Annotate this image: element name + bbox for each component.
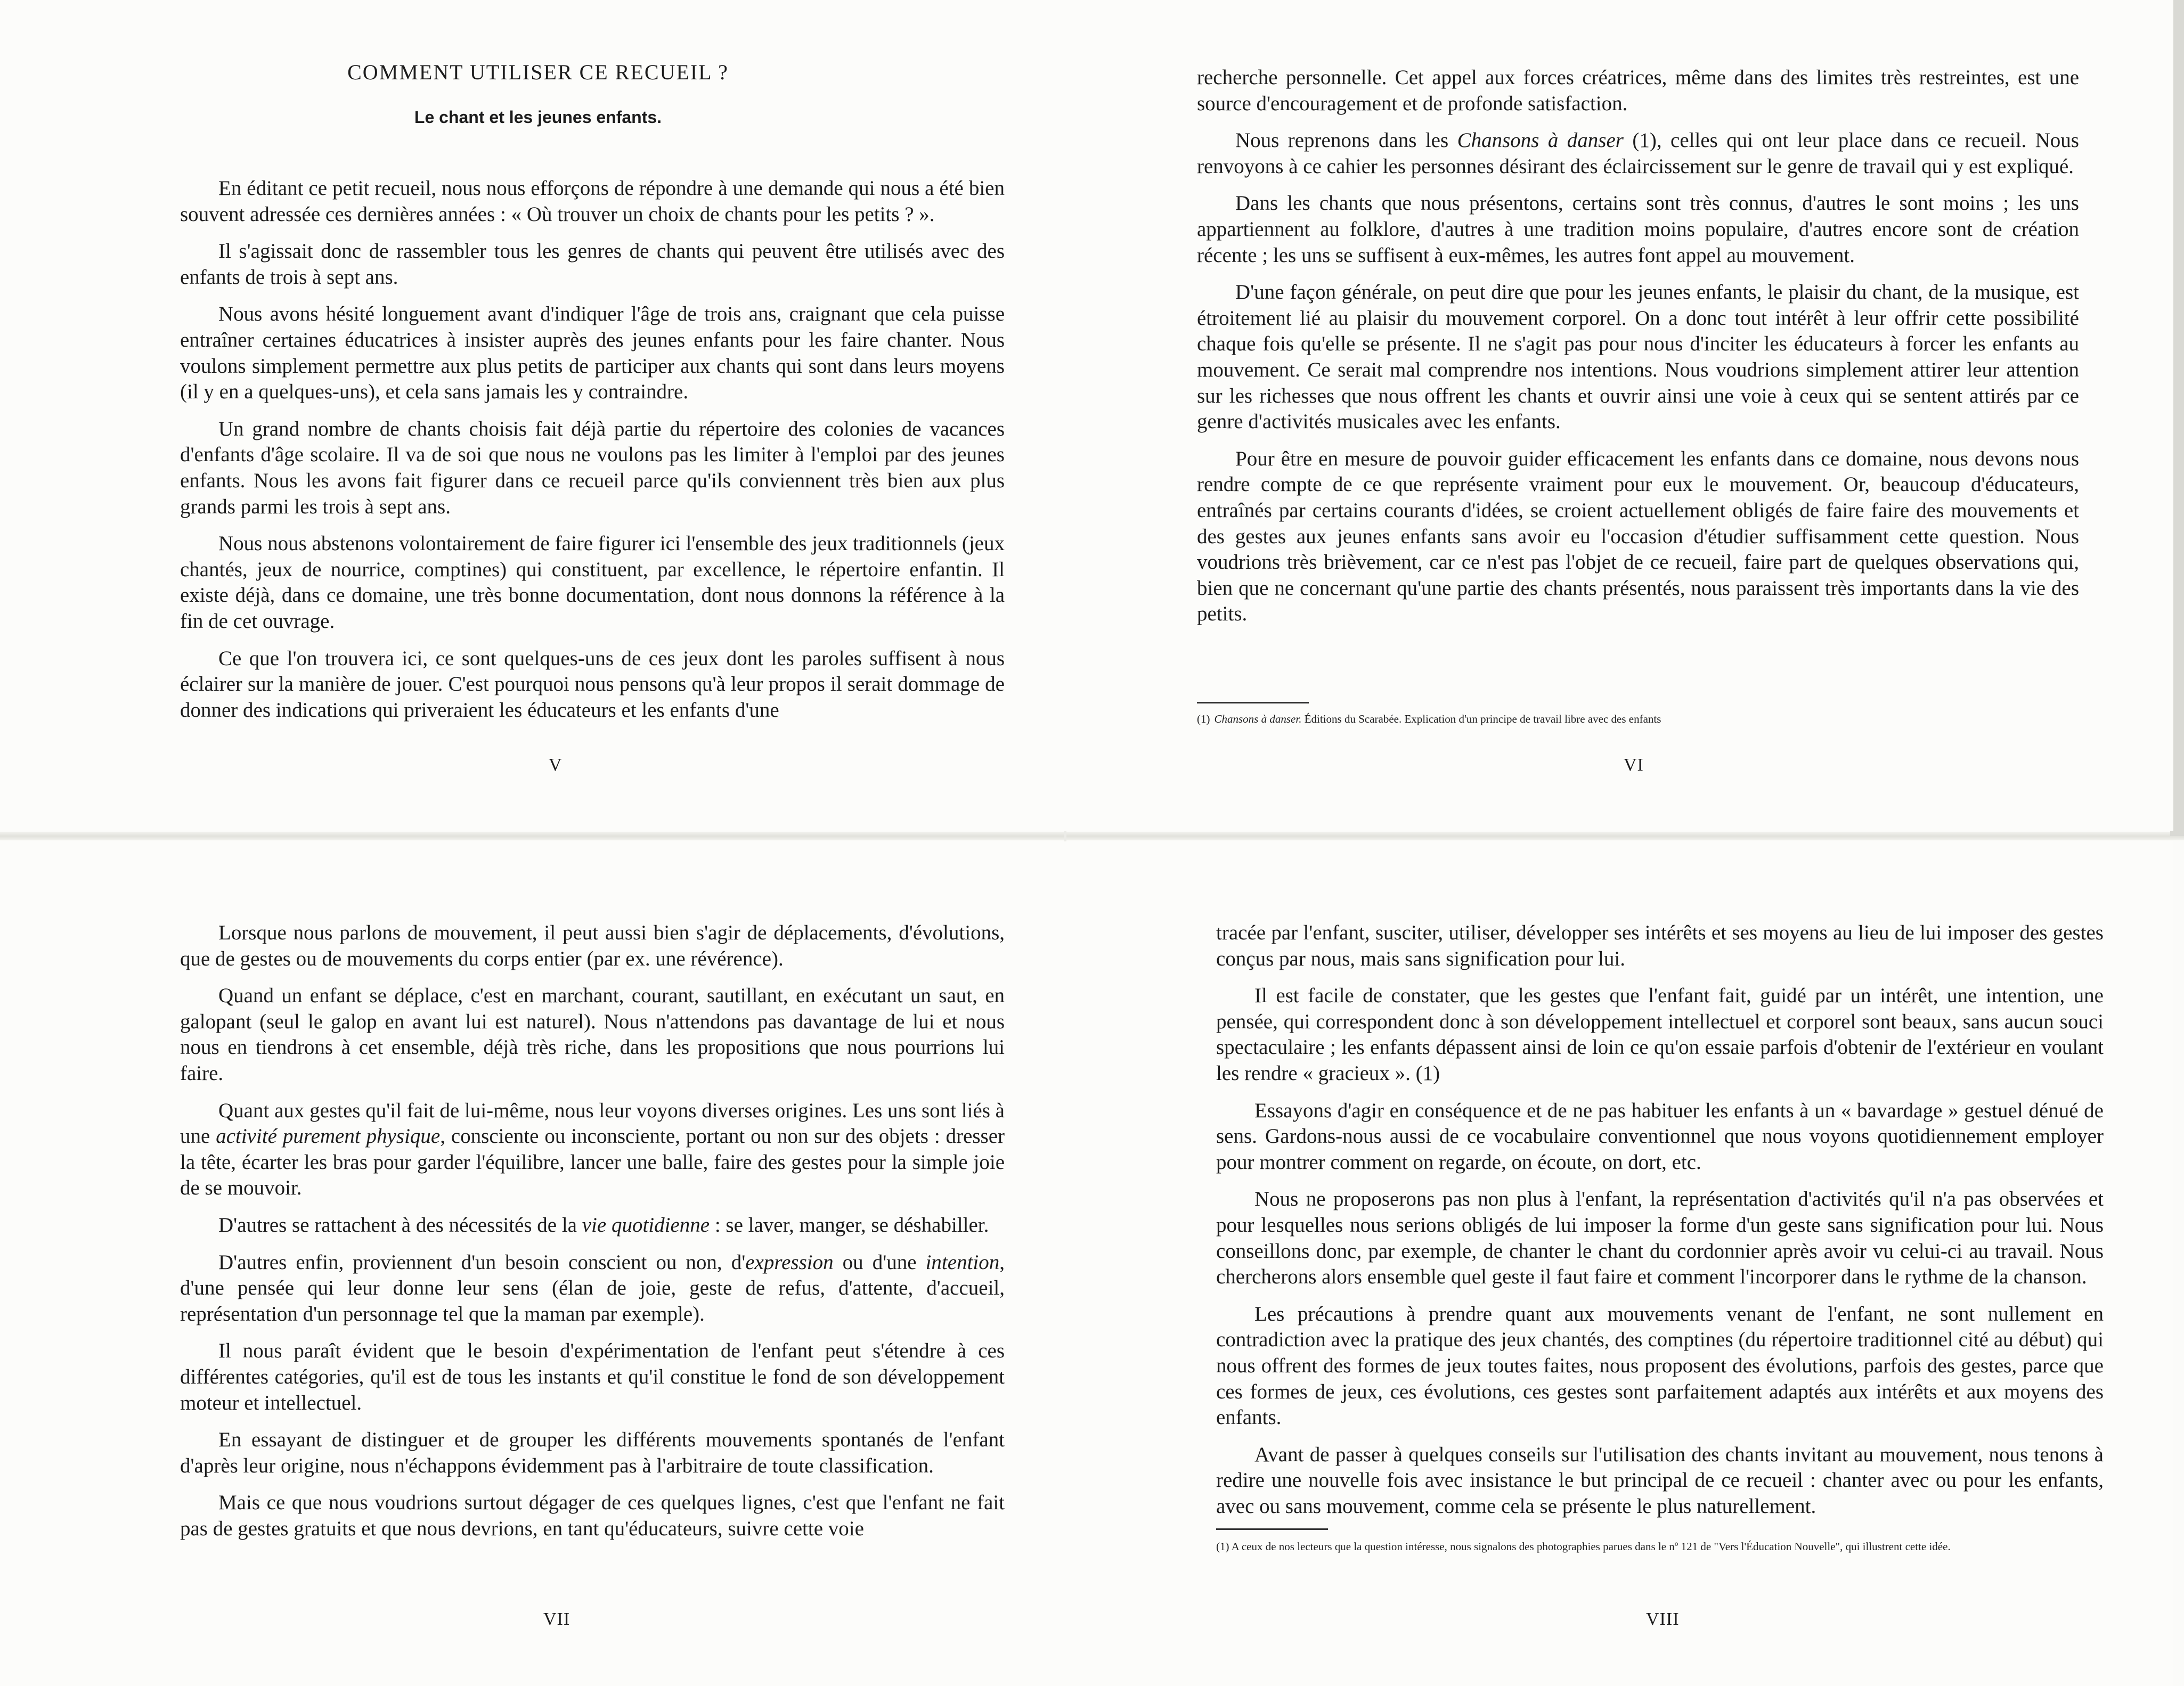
footnote — [1197, 711, 2079, 726]
paragraph: Pour être en mesure de pouvoir guider efficacement les enfants dans ce domaine, nous devons nous rendre compte de ce que représente vraiment pour eux le mouvement. Or, beaucoup d'éducateurs, entraînés par certains courants d'idées, se croient actuellement obligés de faire faire des mouvements et des gestes aux jeunes enfants sans avoir eu l'occasion d'étudier suffisamment cette question. Nous voudrions très brièvement, car ce n'est pas l'objet de ce recueil, faire part de quelques observations qui, bien que ne concernant qu'une partie des chants présentés, nous paraissent très importants dans la vie des petits. — [1197, 447, 2079, 626]
emphasis: activité purement physique — [216, 1125, 441, 1148]
footnote-text: Éditions du Scarabée. Explication d'un principe de travail libre avec des enfants — [1301, 713, 1661, 725]
paragraph: Il s'agissait donc de rassembler tous les genres de chants qui peuvent être utilisés avec des enfants de trois à sept ans. — [180, 240, 1005, 289]
paragraph — [180, 1098, 1005, 1201]
footnote-label: (1) — [1197, 713, 1210, 725]
paragraph — [1197, 128, 2079, 179]
emphasis: intention — [925, 1250, 1000, 1274]
paragraph-continuation: recherche personnelle. Cet appel aux forces créatrices, même dans des limites très restreintes, est une source d'encouragement et de profonde satisfaction. — [1197, 66, 2079, 115]
paragraph: Lorsque nous parlons de mouvement, il peut aussi bien s'agir de déplacements, d'évolutions, que de gestes ou de mouvements du corps entier (par ex. une révérence). — [180, 921, 1005, 970]
emphasis: expression — [745, 1250, 834, 1274]
paragraph: Quand un enfant se déplace, c'est en marchant, courant, sautillant, en exécutant un saut, en galopant (seul le galop en avant lui est naturel). Nous n'attendons pas davantage de lui et nous nous en tiendrons à cet ensemble, déjà très riche, dans les propositions que nous pourrions lui faire. — [180, 984, 1005, 1085]
text-run: Quant aux gestes qu'il fait de lui-même, nous leur voyons diverses origines. Les uns sont liés à une — [180, 1099, 1005, 1148]
page-vii — [0, 841, 1065, 1686]
emphasis: vie quotidienne — [582, 1213, 710, 1237]
footnote-rule — [1216, 1528, 1328, 1530]
paragraph: Il nous paraît évident que le besoin d'expérimentation de l'enfant peut s'étendre à ces différentes catégories, qu'il est de tous les instants et qu'il constitue le fond de son développement moteur et intellectuel. — [180, 1339, 1005, 1414]
text-run: ou d'une — [833, 1250, 926, 1274]
book-title: Chansons à danser — [1457, 129, 1624, 152]
page-number: V — [549, 755, 563, 775]
paragraph: Nous avons hésité longuement avant d'indiquer l'âge de trois ans, craignant que cela puisse entraîner certaines éducatrices à insister auprès des jeunes enfants pour les faire chanter. Nous voulons simplement permettre aux plus petits de participer aux chants qui sont dans leurs moyens (il y en a quelques-uns), et cela sans jamais les y contraindre. — [180, 302, 1005, 404]
paragraph: Essayons d'agir en conséquence et de ne pas habituer les enfants à un « bavardage » gestuel dénué de sens. Gardons-nous aussi de ce vocabulaire conventionnel que nous voyons quotidiennement employer pour montrer comment on regarde, on écoute, on dort, etc. — [1216, 1099, 2104, 1174]
page-number: VII — [543, 1609, 571, 1629]
text-run: (1), celles qui ont leur place dans ce recueil. Nous renvoyons à ce cahier les personnes désirant des éclaircissement sur le genre de travail qui y est expliqué. — [1197, 129, 2079, 178]
section-subtitle: Le chant et les jeunes enfants. — [414, 108, 662, 127]
page-vi — [1065, 0, 2173, 831]
page-number: VIII — [1646, 1609, 1680, 1629]
page-viii-body — [1216, 920, 2104, 1531]
page-separator-horizontal — [0, 832, 2184, 840]
page-number: VI — [1624, 755, 1644, 775]
text-run: , d'une pensée qui leur donne leur sens (élan de joie, geste de refus, d'attente, d'accueil, représentation d'un personnage tel que la maman par exemple). — [180, 1250, 1005, 1325]
paragraph: Mais ce que nous voudrions surtout dégager de ces quelques lignes, c'est que l'enfant ne fait pas de gestes gratuits et que nous devrions, en tant qu'éducateurs, suivre cette voie — [180, 1491, 1005, 1540]
footnote-book-title: Chansons à danser. — [1214, 713, 1302, 725]
paragraph: Nous nous abstenons volontairement de faire figurer ici l'ensemble des jeux traditionnels (jeux chantés, jeux de nourrice, comptines) qui constituent, par excellence, le répertoire enfantin. Il existe déjà, dans ce domaine, une très bonne documentation, dont nous donnons la référence à la fin de cet ouvrage. — [180, 532, 1005, 633]
text-run: D'autres se rattachent à des nécessités de la — [218, 1213, 582, 1237]
paragraph — [180, 1250, 1005, 1328]
page-title: COMMENT UTILISER CE RECUEIL ? — [347, 60, 729, 84]
paragraph: D'une façon générale, on peut dire que pour les jeunes enfants, le plaisir du chant, de la musique, est étroitement lié au plaisir du mouvement corporel. On a donc tout intérêt à leur offrir cette possibilité chaque fois qu'elle se présente. Il ne s'agit pas pour nous d'inciter les éducateurs à forcer les enfants au mouvement. Ce serait mal comprendre nos intentions. Nous voudrions simplement attirer leur attention sur les richesses que nous offrent les chants et ouvrir ainsi une voie à ceux qui se sentent attirés par ce genre d'activités musicales avec les enfants. — [1197, 281, 2079, 433]
paragraph: Avant de passer à quelques conseils sur l'utilisation des chants invitant au mouvement, nous tenons à redire une nouvelle fois avec insistance le but principal de ce recueil : chanter avec ou pour les enfants, avec ou sans mouvement, comme cela se présente le plus naturellement. — [1216, 1443, 2104, 1518]
paragraph-continuation: tracée par l'enfant, susciter, utiliser, développer ses intérêts et ses moyens au lieu de lui imposer des gestes conçus par nous, mais sans signification pour lui. — [1216, 921, 2104, 970]
text-run: D'autres enfin, proviennent d'un besoin conscient ou non, d' — [218, 1250, 746, 1274]
paragraph: Il est facile de constater, que les gestes que l'enfant fait, guidé par un intérêt, une intention, une pensée, qui correspondent donc à son développement intellectuel et corporel sont beaux, sans aucun souci spectaculaire ; les enfants dépassent ainsi de loin ce qu'on essaie parfois d'obtenir de l'extérieur en voulant les rendre « gracieux ». (1) — [1216, 984, 2104, 1085]
footnote-rule — [1197, 702, 1309, 703]
page-vii-body — [180, 920, 1005, 1553]
paragraph: Un grand nombre de chants choisis fait déjà partie du répertoire des colonies de vacances d'enfants d'âge scolaire. Il va de soi que nous ne voulons pas les limiter à l'emploi par des jeunes enfants. Nous les avons fait figurer dans ce recueil parce qu'ils conviennent très bien aux plus grands parmi les trois à sept ans. — [180, 417, 1005, 518]
page-v — [0, 0, 1065, 831]
text-run: Nous reprenons dans les — [1235, 129, 1457, 152]
paragraph: En éditant ce petit recueil, nous nous efforçons de répondre à une demande qui nous a été bien souvent adressée ces dernières années : « Où trouver un choix de chants pour les petits ? ». — [180, 177, 1005, 226]
paragraph — [180, 1213, 1005, 1239]
page-viii — [1065, 841, 2173, 1686]
paragraph: Nous ne proposerons pas non plus à l'enfant, la représentation d'activités qu'il n'a pas observées et pour lesquelles nous serions obligés de lui imposer la forme d'un geste sans signification pour lui. Nous conseillons donc, par exemple, de chanter le chant du cordonnier après avoir vu celui-ci au travail. Nous chercherons alors ensemble quel geste il faut faire et comment l'incorporer dans le rythme de la chanson. — [1216, 1188, 2104, 1289]
page-vi-body — [1197, 65, 2079, 639]
footnote: (1) A ceux de nos lecteurs que la question intéresse, nous signalons des photographies parues dans le nº 121 de "Vers l'Éducation Nouvelle", qui illustrent cette idée. — [1216, 1540, 1951, 1553]
paragraph: Dans les chants que nous présentons, certains sont très connus, d'autres le sont moins ; les uns appartiennent au folklore, d'autres à une tradition moins populaire, d'autres encore sont de création récente ; les uns se suffisent à eux-mêmes, les autres font appel au mouvement. — [1197, 192, 2079, 267]
paragraph: Ce que l'on trouvera ici, ce sont quelques-uns de ces jeux dont les paroles suffisent à nous éclairer sur la manière de jouer. C'est pourquoi nous pensons qu'à leur propos il serait dommage de donner des indications qui priveraient les éducateurs et les enfants d'une — [180, 646, 1005, 722]
paragraph: Les précautions à prendre quant aux mouvements venant de l'enfant, ne sont nullement en contradiction avec la pratique des jeux chantés, des comptines (du répertoire traditionnel cité au début) qui nous offrent des formes de jeux toutes faites, nous proposent des évolutions, parfois des gestes, parce que ces formes de jeux, ces évolutions, ces gestes sont parfaitement adaptés aux intérêts et aux moyens des enfants. — [1216, 1302, 2104, 1429]
page-v-body — [180, 176, 1005, 734]
paragraph: En essayant de distinguer et de grouper les différents mouvements spontanés de l'enfant d'après leur origine, nous n'échappons évidemment pas à l'arbitraire de toute classification. — [180, 1428, 1005, 1477]
text-run: : se laver, manger, se déshabiller. — [710, 1213, 989, 1237]
text-run: , consciente ou inconsciente, portant ou non sur des objets : dresser la tête, écarter les bras pour garder l'équilibre, lancer une balle, faire des gestes pour la simple joie de se mouvoir. — [180, 1125, 1005, 1200]
